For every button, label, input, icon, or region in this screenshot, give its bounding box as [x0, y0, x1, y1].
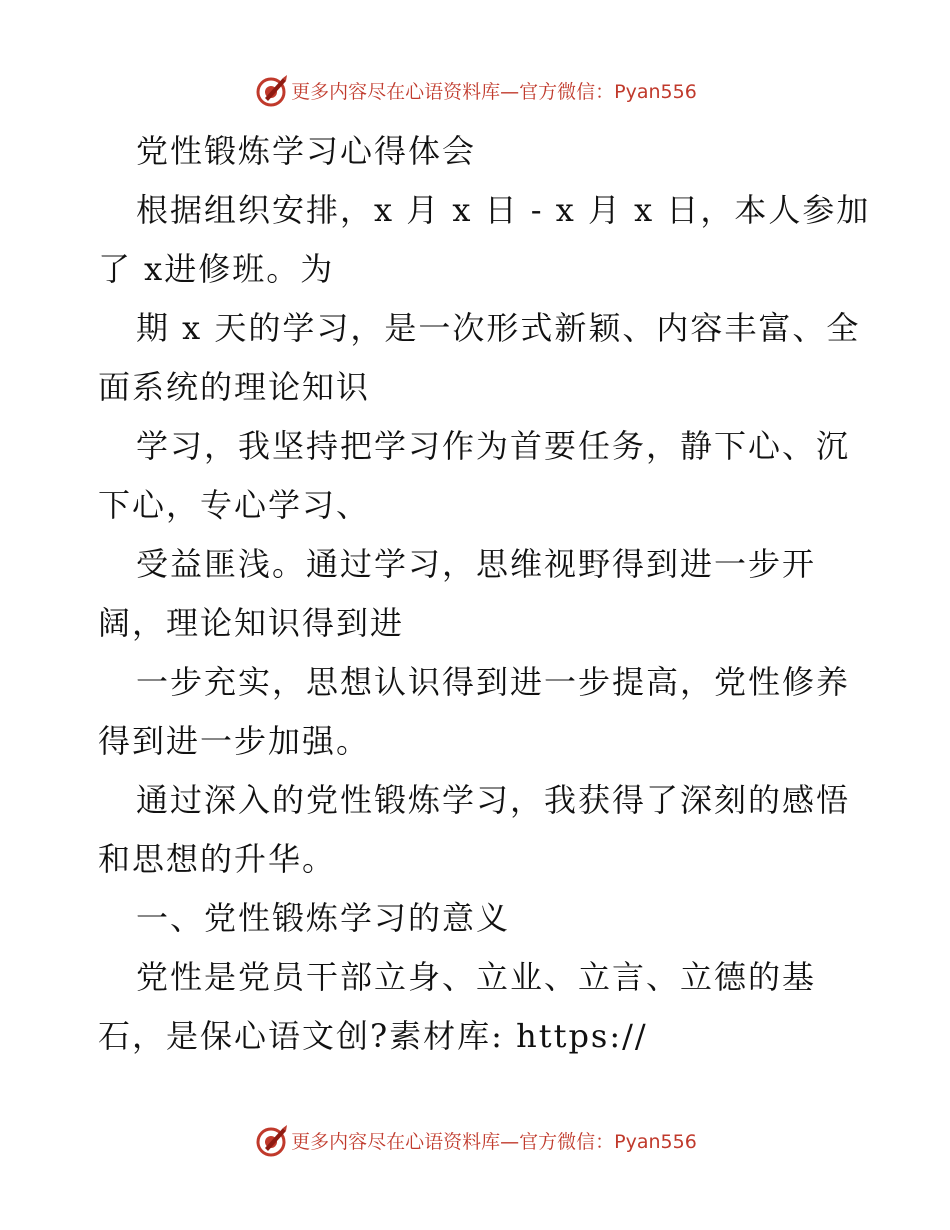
paragraph-line: 一、党性锻炼学习的意义 — [136, 899, 511, 937]
paragraph — [98, 181, 871, 299]
watermark-text: 更多内容尽在心语资料库—官方微信：Pyan556 — [291, 80, 697, 103]
paragraph-line: 下心，专心学习、 — [98, 486, 371, 524]
paragraph-line: 了 x进修班。为 — [98, 250, 335, 288]
paragraph-line: 一步充实，思想认识得到进一步提高，党性修养 — [136, 663, 851, 701]
document-body — [98, 122, 871, 1066]
paragraph-line: 通过深入的党性锻炼学习，我获得了深刻的感悟 — [136, 781, 851, 819]
document-title: 党性锻炼学习心得体会 — [136, 132, 477, 170]
paragraph-line: 石，是保心语文创?素材库: https:// — [98, 1017, 648, 1055]
paragraph — [98, 653, 858, 771]
footer-watermark-banner — [0, 1120, 950, 1160]
paragraph-line: 和思想的升华。 — [98, 840, 337, 878]
paragraph-line: 面系统的理论知识 — [98, 368, 371, 406]
paragraph — [98, 299, 861, 417]
paragraph-line: 根据组织安排，x 月 x 日 - x 月 x 日，本人参加 — [136, 191, 871, 229]
paragraph — [98, 948, 858, 1066]
paragraph-line: 期 x 天的学习，是一次形式新颖、内容丰富、全 — [136, 309, 861, 347]
watermark-text: 更多内容尽在心语资料库—官方微信：Pyan556 — [291, 1130, 697, 1153]
paragraph — [98, 535, 858, 653]
paragraph — [98, 417, 858, 535]
pen-logo-icon — [253, 1122, 289, 1158]
paragraph-line: 受益匪浅。通过学习，思维视野得到进一步开 — [136, 545, 817, 583]
paragraph-line: 得到进一步加强。 — [98, 722, 371, 760]
header-watermark-banner — [0, 70, 950, 110]
paragraph — [98, 771, 858, 889]
paragraph-line: 党性是党员干部立身、立业、立言、立德的基 — [136, 958, 817, 996]
paragraph — [98, 889, 858, 948]
paragraph-line: 学习，我坚持把学习作为首要任务，静下心、沉 — [136, 427, 851, 465]
paragraph-line: 阔，理论知识得到进 — [98, 604, 405, 642]
pen-logo-icon — [253, 72, 289, 108]
